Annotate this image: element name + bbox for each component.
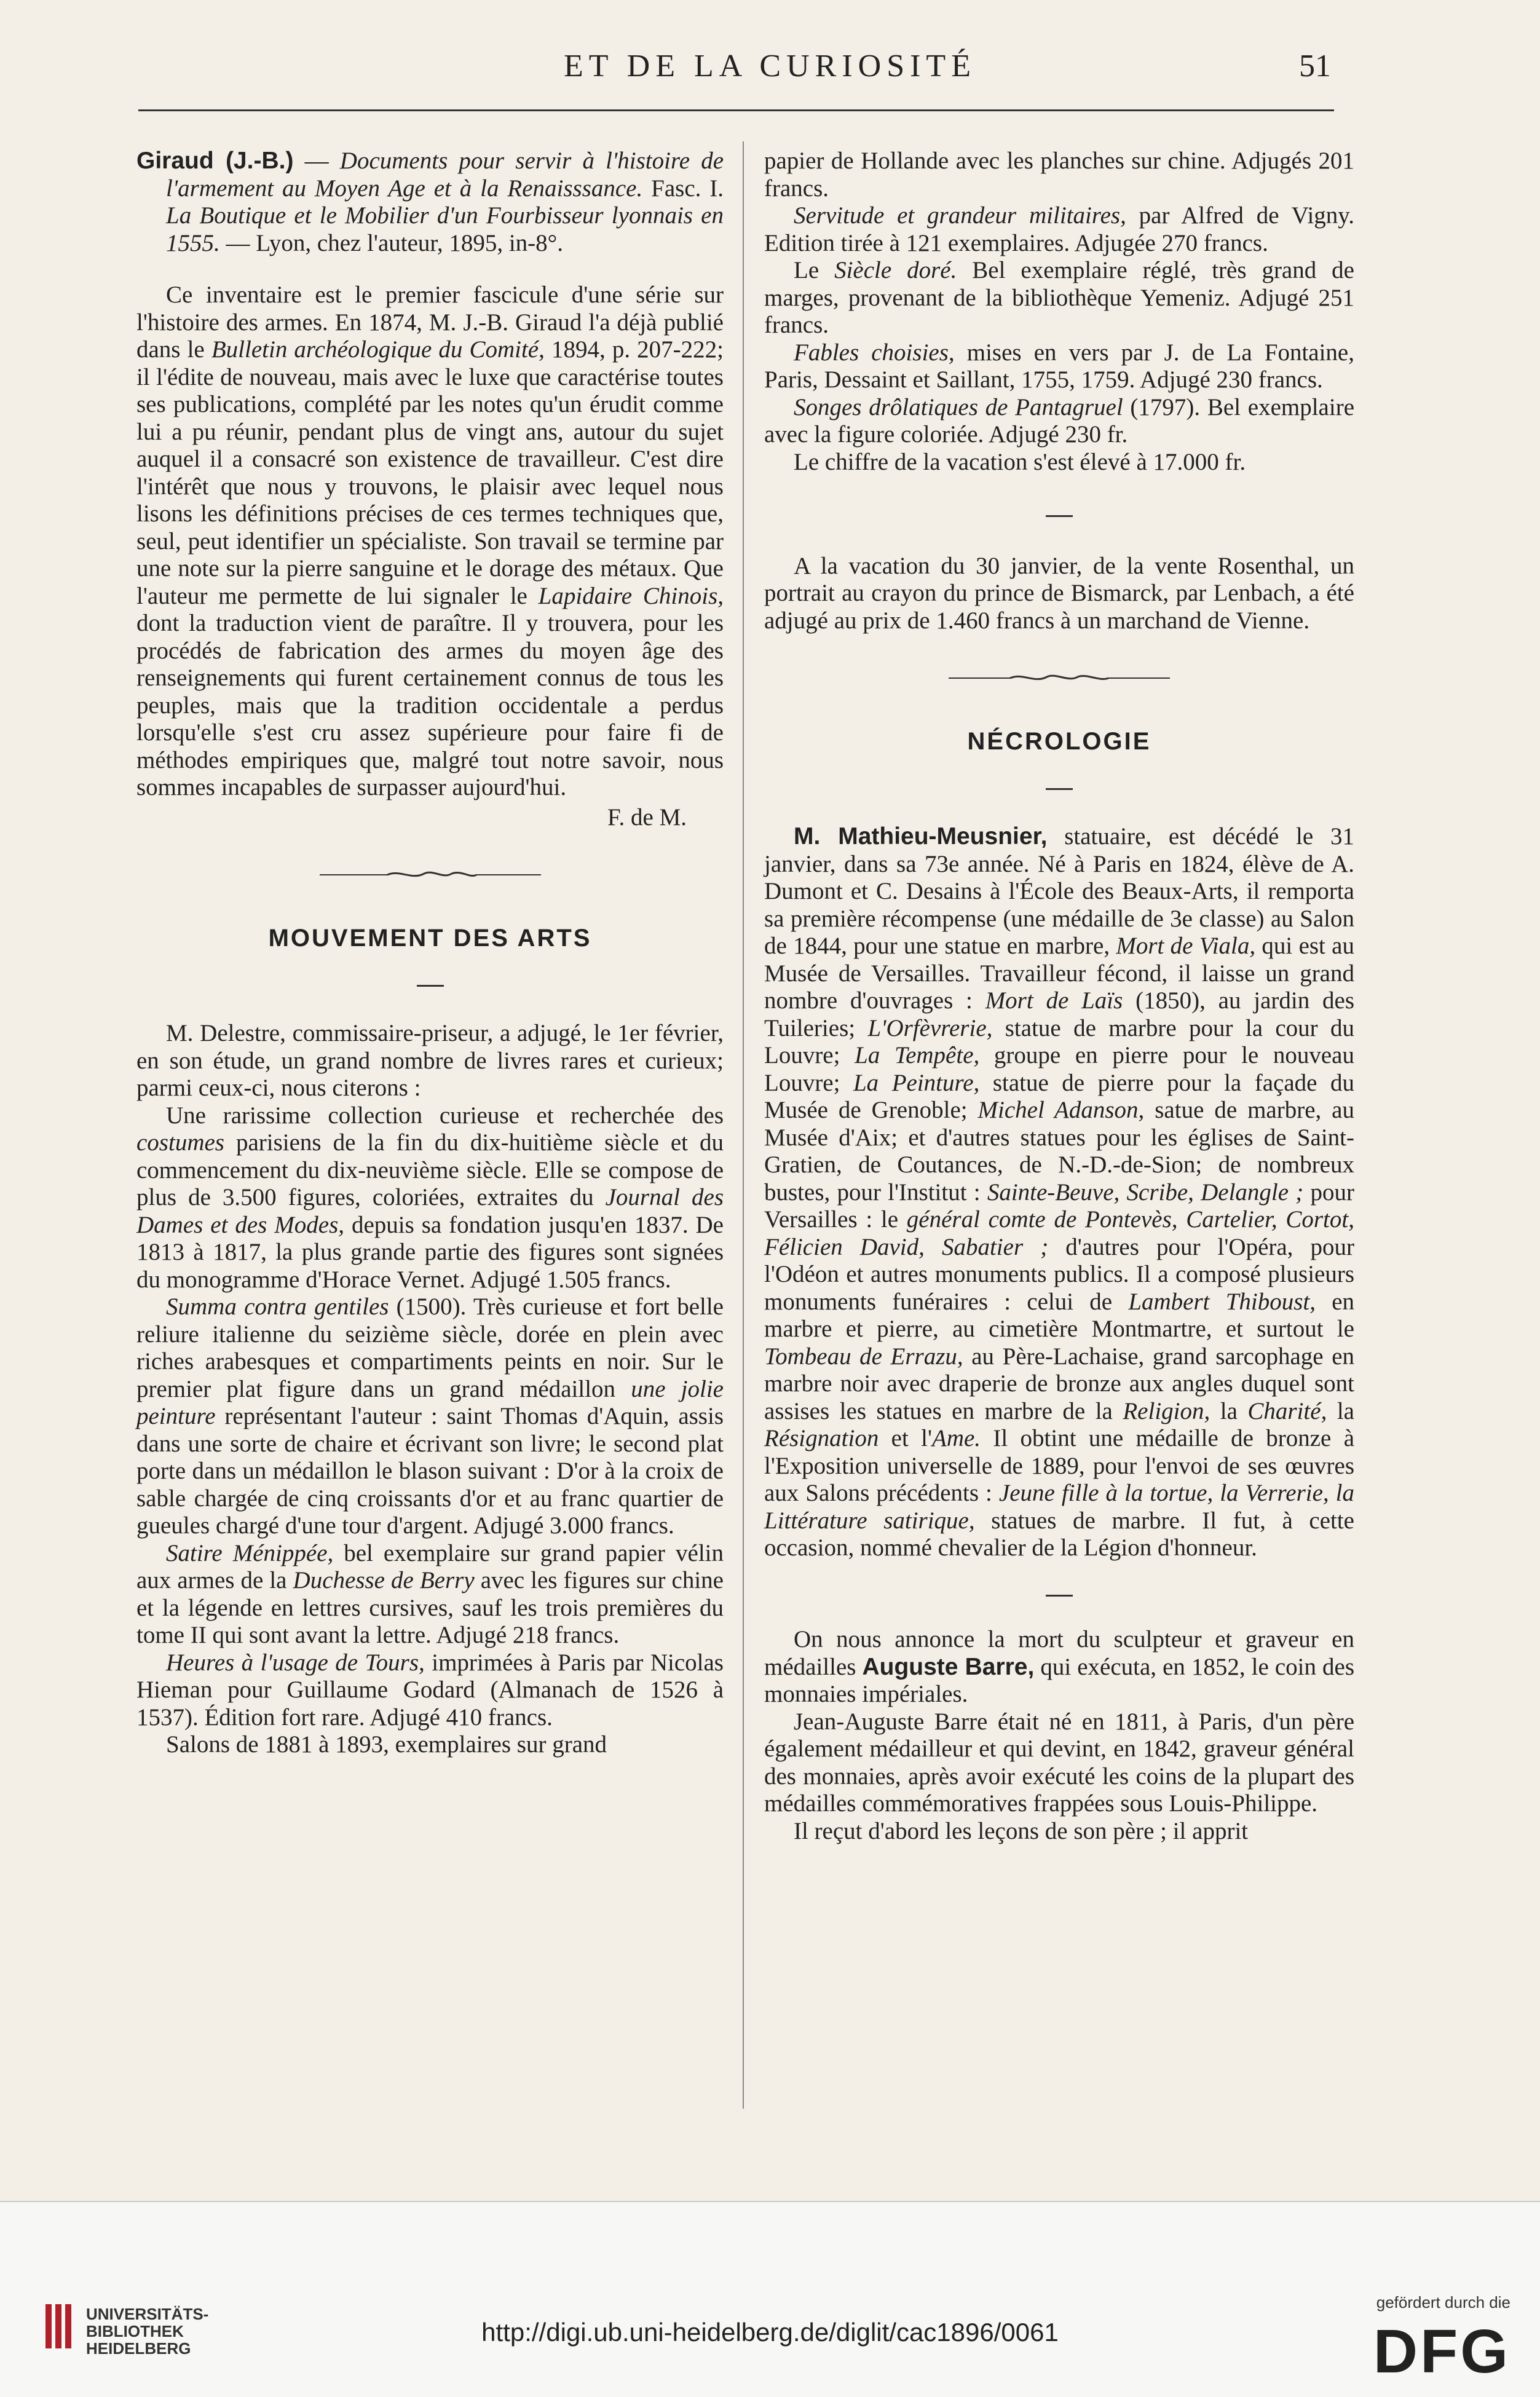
paragraph: Songes drôlatiques de Pantagruel (1797). Bel exemplaire avec la figure coloriée. Adjugé 230 fr. bbox=[764, 393, 1354, 448]
section-dash bbox=[136, 971, 724, 998]
paragraph: A la vacation du 30 janvier, de la vente Rosenthal, un portrait au crayon du prince de Bismarck, par Lenbach, a été adjugé au prix de 1.460 francs à un marchand de Vienne. bbox=[764, 552, 1354, 634]
digitization-footer bbox=[0, 2201, 1540, 2397]
book-title: Documents pour servir à l'histoire de l'armement au Moyen Age et à la Renaisssance. bbox=[166, 148, 724, 202]
paragraph: Fables choisies, mises en vers par J. de La Fontaine, Paris, Dessaint et Saillant, 1755, 1759. Adjugé 230 francs. bbox=[764, 339, 1354, 393]
paragraph: Heures à l'usage de Tours, imprimées à Paris par Nicolas Hieman pour Guillaume Godard (Almanach de 1526 à 1537). Édition fort rare. Adjugé 410 francs. bbox=[136, 1649, 724, 1731]
header-rule bbox=[138, 109, 1334, 111]
obituary-paragraph: M. Mathieu-Meusnier, statuaire, est décédé le 31 janvier, dans sa 73e année. Né à Paris en 1824, élève de A. Dumont et C. Desains à l'École des Beaux-Arts, il remporta sa première récompense (une médaille de 3e classe) au Salon de 1844, pour une statue en marbre, Mort de Viala, qui est au Musée de Versailles. Travailleur fécond, il laisse un grand nombre d'ouvrages : Mort de Laïs (1850), au jardin des Tuileries; L'Orfèvrerie, statue de marbre pour la cour du Louvre; La Tempête, groupe en pierre pour le nouveau Louvre; La Peinture, statue de pierre pour la façade du Musée de Grenoble; Michel Adanson, satue de marbre, au Musée d'Aix; et d'autres statues pour les églises de Saint-Gratien, de Coutances, de N.-D.-de-Sion; de nombreux bustes, pour l'Institut : Sainte-Beuve, Scribe, Delangle ; pour Versailles : le général comte de Pontevès, Cartelier, Cortot, Félicien David, Sabatier ; d'autres pour l'Opéra, pour l'Odéon et autres monuments publics. Il a composé plusieurs monuments funéraires : celui de Lambert Thiboust, en marbre et pierre, au cimetière Montmartre, et surtout le Tombeau de Errazu, au Père-Lachaise, grand sarcophage en marbre noir avec draperie de bronze aux angles duquel sont assises les statues en marbre de la Religion, la Charité, la Résignation et l'Ame. Il obtint une médaille de bronze à l'Exposition universelle de 1889, pour l'envoi de ses œuvres aux Salons précédents : Jeune fille à la tortue, la Verrerie, la Littérature satirique, statues de marbre. Il fut, à cette occasion, nommé chevalier de la Légion d'honneur. bbox=[764, 823, 1355, 1561]
column-divider bbox=[743, 141, 744, 2109]
obituary-paragraph: On nous annonce la mort du sculpteur et graveur en médailles Auguste Barre, qui exécuta, en 1852, le coin des monnaies impériales. bbox=[764, 1626, 1355, 1707]
right-column bbox=[764, 148, 1354, 1845]
section-dash bbox=[764, 1581, 1354, 1608]
dfg-logo: DFG bbox=[1373, 2317, 1510, 2386]
paragraph: Summa contra gentiles (1500). Très curieuse et fort belle reliure italienne du seizième siècle, dorée en plein avec riches arabesques et compartiments peints en noir. Sur le premier plat figure dans un grand médaillon une jolie peinture représentant l'auteur : saint Thomas d'Aquin, assis dans une sorte de chaire et écrivant son livre; le second plat porte dans un médaillon le blason suivant : D'or à la croix de sable chargée de cinq croissants d'or et au franc quartier de gueules chargé d'une tour d'argent. Adjugé 3.000 francs. bbox=[136, 1293, 724, 1539]
running-title: ET DE LA CURIOSITÉ bbox=[564, 49, 976, 84]
paragraph: Jean-Auguste Barre était né en 1811, à Paris, d'un père également médailleur et qui devint, en 1842, graveur général des monnaies, après avoir exécuté les coins de la plupart des médailles commémoratives frappées sous Louis-Philippe. bbox=[764, 1708, 1354, 1817]
ornament-divider bbox=[320, 868, 541, 882]
section-dash bbox=[764, 774, 1354, 802]
paragraph: Le Siècle doré. Bel exemplaire réglé, très grand de marges, provenant de la bibliothèque Yemeniz. Adjugé 251 francs. bbox=[764, 257, 1354, 338]
book-author: Giraud (J.-B.) bbox=[136, 148, 294, 174]
paragraph: Il reçut d'abord les leçons de son père ; il apprit bbox=[794, 1817, 1249, 1844]
obituary-name: Auguste Barre, bbox=[862, 1653, 1035, 1680]
book-subtitle: La Boutique et le Mobilier d'un Fourbisseur lyonnais en 1555. bbox=[166, 202, 724, 256]
paragraph: M. Delestre, commissaire-priseur, a adjugé, le 1er février, en son étude, un grand nombre de livres rares et curieux; parmi ceux-ci, nous citerons : bbox=[136, 1020, 724, 1101]
review-paragraph: Ce inventaire est le premier fascicule d'une série sur l'histoire des armes. En 1874, M. J.-B. Giraud l'a déjà publié dans le Bulletin archéologique du Comité, 1894, p. 207-222; il l'édite de nouveau, mais avec le luxe que caractérise toutes ses publications, complété par les notes qu'un érudit comme lui a pu réunir, pendant plus de vingt ans, autour du sujet auquel il a consacré son existence de travailleur. C'est dire l'intérêt que nous y trouvons, le plaisir avec lequel nous lisons les définitions précises de ces termes techniques que, seul, peut identifier un spécialiste. Son travail se termine par une note sur la pierre sanguine et le dorage des métaux. Que l'auteur me permette de lui signaler le Lapidaire Chinois, dont la traduction vient de paraître. Il y trouvera, pour les procédés de fabrication des armes du moyen âge des renseignements qui furent certainement connus de tous les peuples, mais que la tradition occidentale a perdus lorsqu'elle s'est cru assez supérieure pour faire fi de méthodes empiriques que, malgré tout notre savoir, nous sommes incapables de surpasser aujourd'hui. bbox=[136, 282, 724, 800]
page-number: 51 bbox=[1299, 49, 1331, 84]
paragraph: Servitude et grandeur militaires, par Alfred de Vigny. Edition tirée à 121 exemplaires. Adjugée 270 francs. bbox=[764, 202, 1354, 256]
section-title-necrologie: NÉCROLOGIE bbox=[967, 728, 1151, 755]
obituary-name: M. Mathieu-Meusnier, bbox=[794, 823, 1048, 850]
paragraph: Une rarissime collection curieuse et recherchée des costumes parisiens de la fin du dix-huitième siècle et du commencement du dix-neuvième siècle. Elle se compose de plus de 3.500 figures, coloriées, extraites du Journal des Dames et des Modes, depuis sa fondation jusqu'en 1837. De 1813 à 1817, la plus grande partie des figures sont signées du monogramme d'Horace Vernet. Adjugé 1.505 francs. bbox=[136, 1102, 724, 1293]
section-dash bbox=[764, 500, 1354, 528]
paragraph: Salons de 1881 à 1893, exemplaires sur grand bbox=[166, 1731, 607, 1758]
paragraph: Satire Ménippée, bel exemplaire sur grand papier vélin aux armes de la Duchesse de Berry avec les figures sur chine et la légende en lettres cursives, sauf les trois premières du tome II qui sont avant la lettre. Adjugé 218 francs. bbox=[136, 1539, 724, 1648]
source-url-link[interactable]: http://digi.ub.uni-heidelberg.de/diglit/cac1896/0061 bbox=[481, 2318, 1059, 2347]
university-name: UNIVERSITÄTS- BIBLIOTHEK HEIDELBERG bbox=[86, 2305, 209, 2358]
paragraph: papier de Hollande avec les planches sur chine. Adjugés 201 francs. bbox=[764, 148, 1354, 202]
ornament-divider bbox=[949, 671, 1170, 685]
review-signature: F. de M. bbox=[607, 804, 687, 831]
bibliography-entry: Giraud (J.-B.) — Documents pour servir à l'histoire de l'armement au Moyen Age et à la Renaisssance. Fasc. I. La Boutique et le Mobilier d'un Fourbisseur lyonnais en 1555. — Lyon, chez l'auteur, 1895, in-8°. bbox=[136, 148, 724, 256]
funder-label: gefördert durch die bbox=[1376, 2293, 1510, 2312]
left-column bbox=[136, 148, 724, 1759]
section-title-mouvement: MOUVEMENT DES ARTS bbox=[268, 925, 592, 952]
running-head bbox=[0, 48, 1540, 85]
paragraph: Le chiffre de la vacation s'est élevé à 17.000 fr. bbox=[794, 448, 1246, 475]
